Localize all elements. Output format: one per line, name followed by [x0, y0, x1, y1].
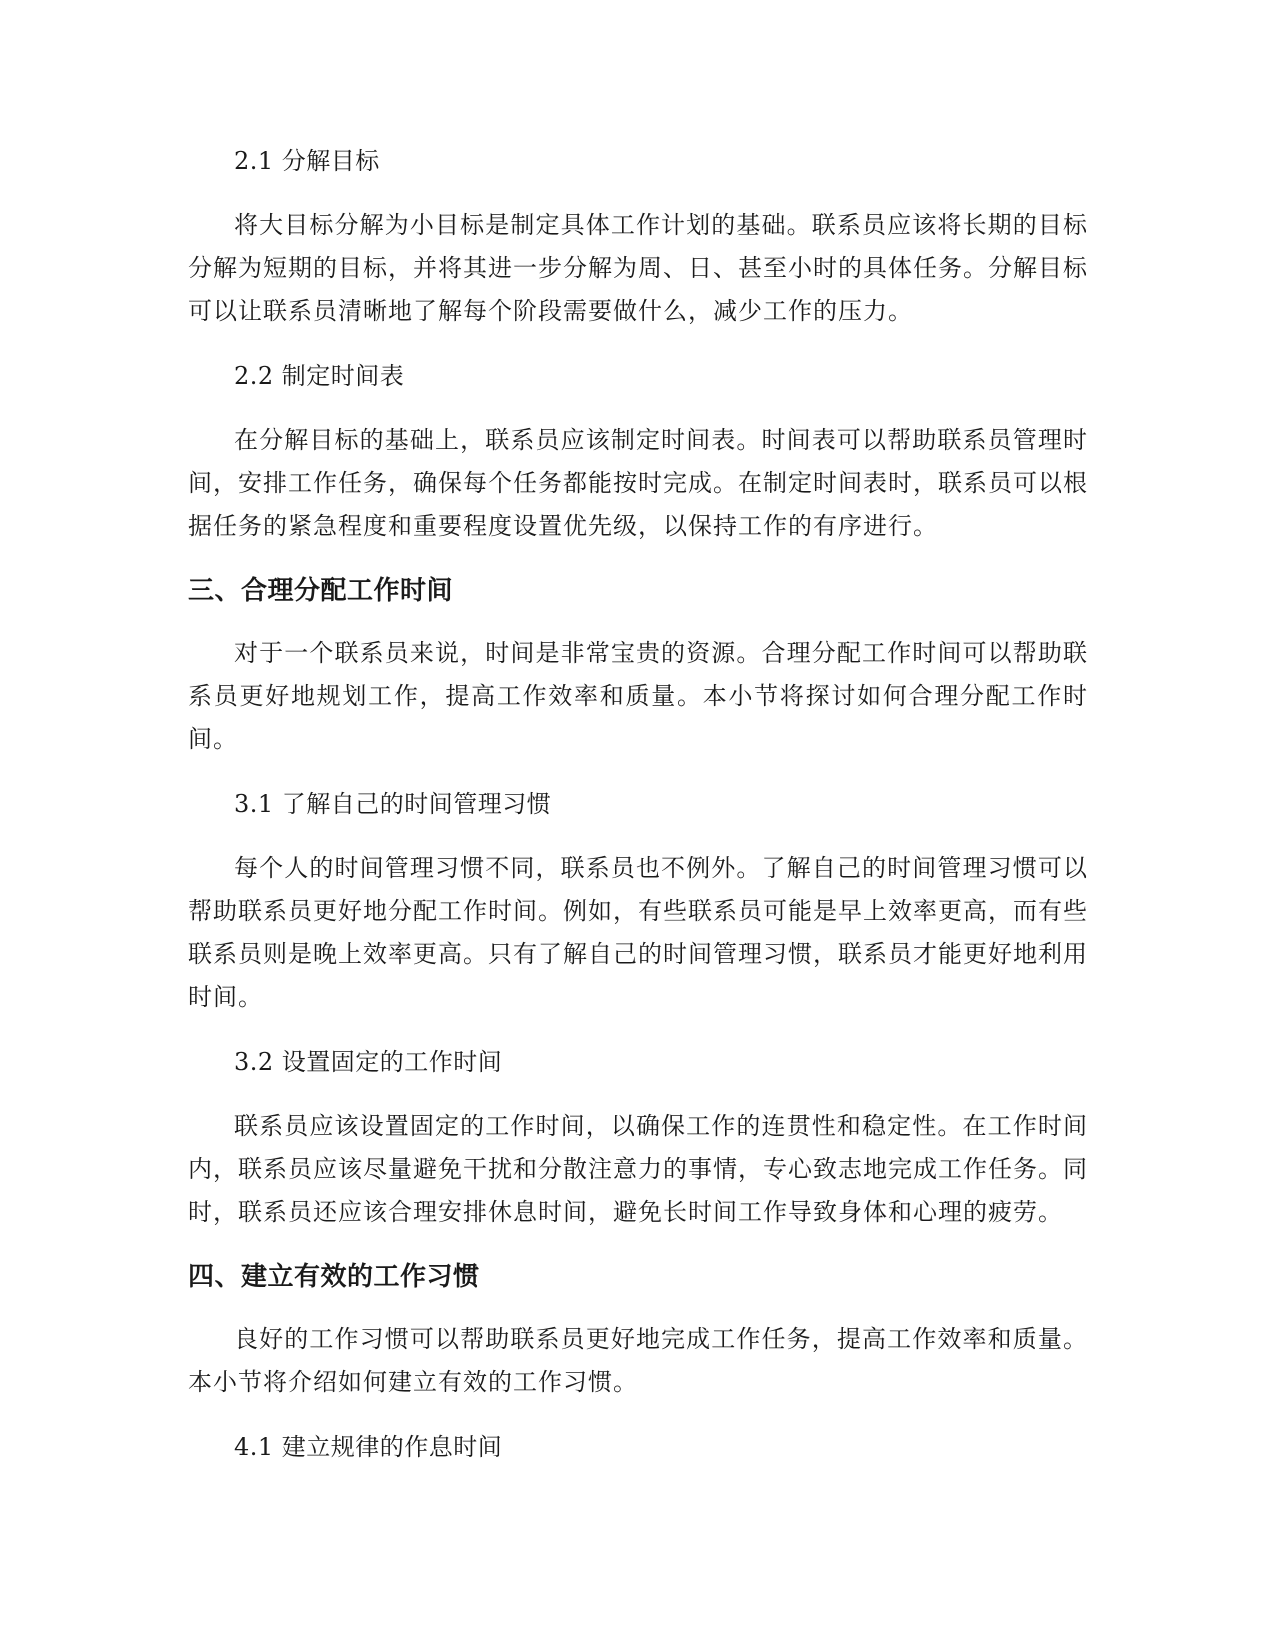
subheading-2-2: 2.2 制定时间表 [234, 362, 405, 390]
subheading-3-2: 3.2 设置固定的工作时间 [234, 1048, 503, 1076]
subheading-4-1: 4.1 建立规律的作息时间 [234, 1433, 503, 1461]
paragraph-2-2: 在分解目标的基础上，联系员应该制定时间表。时间表可以帮助联系员管理时间，安排工作任务，确保每个任务都能按时完成。在制定时间表时，联系员可以根据任务的紧急程度和重要程度设置优先级，以保持工作的有序进行。 [188, 426, 1088, 540]
subheading-2-1: 2.1 分解目标 [234, 147, 380, 175]
section-heading-4: 四、建立有效的工作习惯 [188, 1262, 480, 1292]
document-body [188, 140, 1088, 1490]
section-heading-3: 三、合理分配工作时间 [188, 576, 454, 606]
subheading-3-1: 3.1 了解自己的时间管理习惯 [234, 790, 552, 818]
paragraph-3-2: 联系员应该设置固定的工作时间，以确保工作的连贯性和稳定性。在工作时间内，联系员应该尽量避免干扰和分散注意力的事情，专心致志地完成工作任务。同时，联系员还应该合理安排休息时间，避免长时间工作导致身体和心理的疲劳。 [188, 1112, 1088, 1226]
paragraph-3-1: 每个人的时间管理习惯不同，联系员也不例外。了解自己的时间管理习惯可以帮助联系员更好地分配工作时间。例如，有些联系员可能是早上效率更高，而有些联系员则是晚上效率更高。只有了解自己的时间管理习惯，联系员才能更好地利用时间。 [188, 854, 1088, 1011]
paragraph-4-intro: 良好的工作习惯可以帮助联系员更好地完成工作任务，提高工作效率和质量。本小节将介绍如何建立有效的工作习惯。 [188, 1325, 1088, 1396]
paragraph-3-intro: 对于一个联系员来说，时间是非常宝贵的资源。合理分配工作时间可以帮助联系员更好地规划工作，提高工作效率和质量。本小节将探讨如何合理分配工作时间。 [188, 639, 1088, 753]
paragraph-2-1: 将大目标分解为小目标是制定具体工作计划的基础。联系员应该将长期的目标分解为短期的目标，并将其进一步分解为周、日、甚至小时的具体任务。分解目标可以让联系员清晰地了解每个阶段需要做什么，减少工作的压力。 [188, 211, 1088, 325]
